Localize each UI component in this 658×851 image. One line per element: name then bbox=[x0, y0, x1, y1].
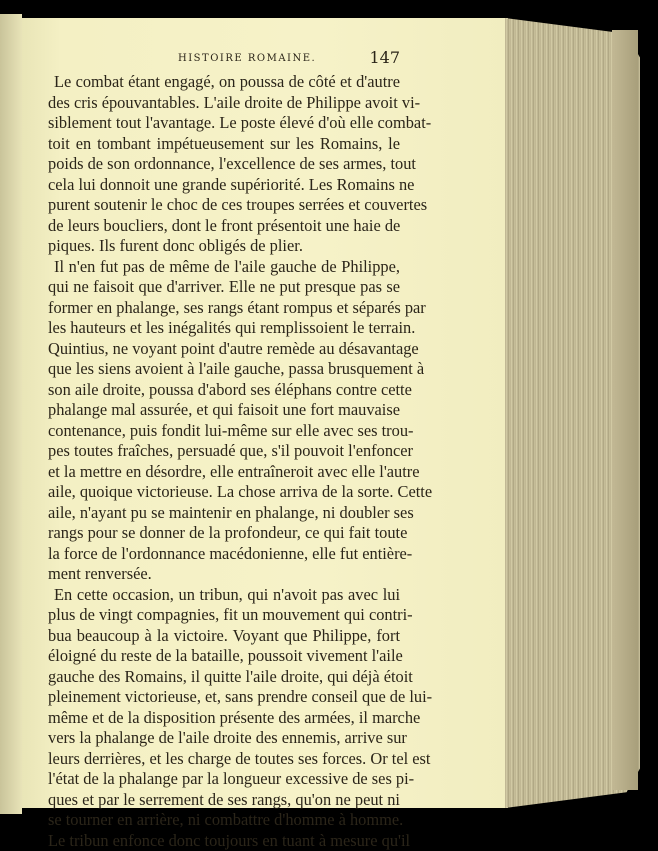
text-line: cela lui donnoit une grande supériorité. Les Romains ne bbox=[48, 175, 400, 196]
text-line: se tourner en arrière, ni combattre d'homme à homme. bbox=[48, 810, 400, 831]
text-line: et la mettre en désordre, elle entraîneroit avec elle l'autre bbox=[48, 462, 400, 483]
text-line: pleinement victorieuse, et, sans prendre conseil que de lui- bbox=[48, 687, 400, 708]
text-line: rangs pour se donner de la profondeur, ce qui fait toute bbox=[48, 523, 400, 544]
text-line: Le combat étant engagé, on poussa de côté et d'autre bbox=[48, 72, 400, 93]
text-line: qui ne faisoit que d'arriver. Elle ne put presque pas se bbox=[48, 277, 400, 298]
text-line: Il n'en fut pas de même de l'aile gauche de Philippe, bbox=[48, 257, 400, 278]
text-line: bua beaucoup à la victoire. Voyant que Philippe, fort bbox=[48, 626, 400, 647]
text-line: les hauteurs et les inégalités qui remplissoient le terrain. bbox=[48, 318, 400, 339]
text-line: plus de vingt compagnies, fit un mouvement qui contri- bbox=[48, 605, 400, 626]
text-line: pes toutes fraîches, persuadé que, s'il pouvoit l'enfoncer bbox=[48, 441, 400, 462]
running-title: HISTOIRE ROMAINE. bbox=[178, 53, 316, 64]
text-line: purent soutenir le choc de ces troupes serrées et couvertes bbox=[48, 195, 400, 216]
text-line: siblement tout l'avantage. Le poste élevé d'où elle combat- bbox=[48, 113, 400, 134]
text-line: ques et par le serrement de ses rangs, qu'on ne peut ni bbox=[48, 790, 400, 811]
text-line: gauche des Romains, il quitte l'aile droite, qui déjà étoit bbox=[48, 667, 400, 688]
previous-page-edge bbox=[0, 14, 22, 814]
text-line: ment renversée. bbox=[48, 564, 400, 585]
text-line: piques. Ils furent donc obligés de plier. bbox=[48, 236, 400, 257]
text-line: contenance, puis fondit lui-même sur elle avec ses trou- bbox=[48, 421, 400, 442]
text-line: Quintius, ne voyant point d'autre remède au désavantage bbox=[48, 339, 400, 360]
text-line: vers la phalange de l'aile droite des ennemis, arrive sur bbox=[48, 728, 400, 749]
text-line: son aile droite, poussa d'abord ses éléphans contre cette bbox=[48, 380, 400, 401]
text-line: En cette occasion, un tribun, qui n'avoit pas avec lui bbox=[48, 585, 400, 606]
text-line: même et de la disposition présente des armées, il marche bbox=[48, 708, 400, 729]
text-line: l'état de la phalange par la longueur excessive de ses pi- bbox=[48, 769, 400, 790]
page-number: 147 bbox=[369, 48, 400, 67]
text-line: la force de l'ordonnance macédonienne, elle fut entière- bbox=[48, 544, 400, 565]
text-line: que les siens avoient à l'aile gauche, passa brusquement à bbox=[48, 359, 400, 380]
text-line: poids de son ordonnance, l'excellence de ses armes, tout bbox=[48, 154, 400, 175]
text-line: des cris épouvantables. L'aile droite de Philippe avoit vi- bbox=[48, 93, 400, 114]
text-line: aile, n'ayant pu se maintenir en phalange, ni doubler ses bbox=[48, 503, 400, 524]
text-line: former en phalange, ses rangs étant rompus et séparés par bbox=[48, 298, 400, 319]
book-cover-edge bbox=[612, 30, 638, 790]
text-line: leurs derrières, et les charge de toutes ses forces. Or tel est bbox=[48, 749, 400, 770]
text-line: de leurs boucliers, dont le front présentoit une haie de bbox=[48, 216, 400, 237]
running-header bbox=[48, 50, 400, 68]
text-line: aile, quoique victorieuse. La chose arriva de la sorte. Cette bbox=[48, 482, 400, 503]
text-line: toit en tombant impétueusement sur les Romains, le bbox=[48, 134, 400, 155]
body-text bbox=[48, 72, 400, 851]
text-line: éloigné du reste de la bataille, poussoit vivement l'aile bbox=[48, 646, 400, 667]
text-line: Le tribun enfonce donc toujours en tuant à mesure qu'il bbox=[48, 831, 400, 851]
text-line: phalange mal assurée, et qui faisoit une fort mauvaise bbox=[48, 400, 400, 421]
